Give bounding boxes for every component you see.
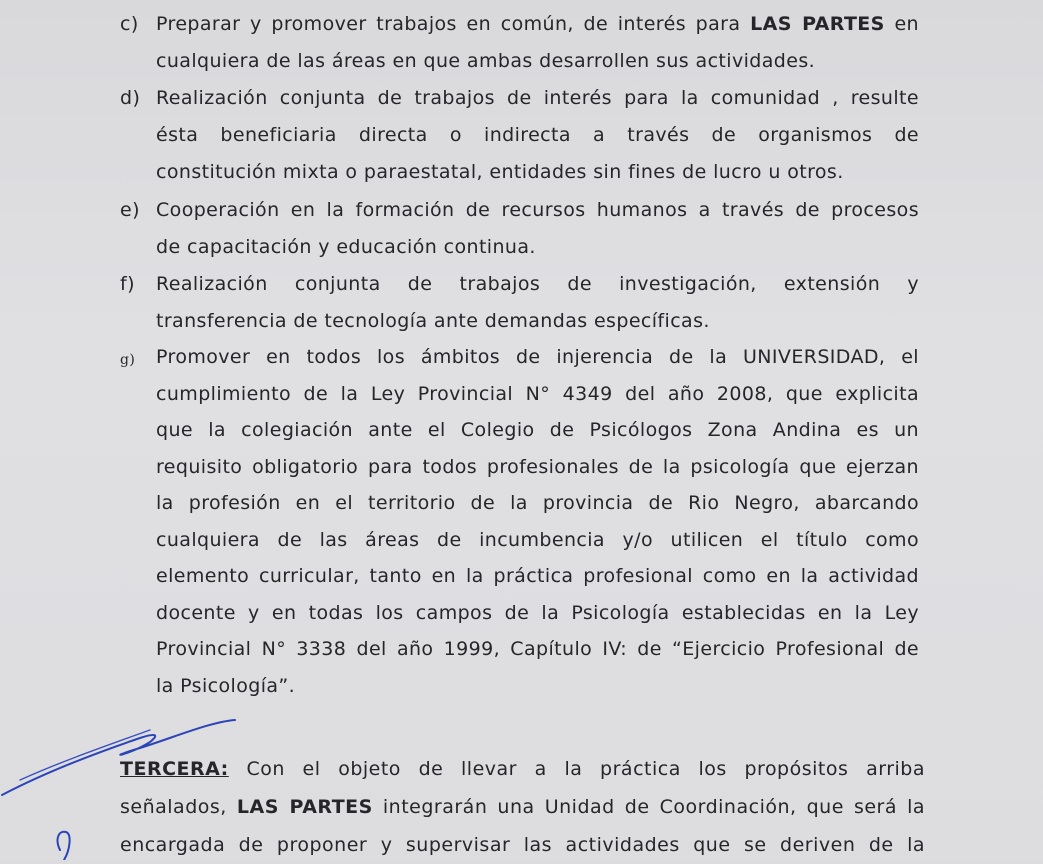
- item-marker: c): [120, 13, 139, 35]
- text-line: que la colegiación ante el Colegio de Psicólogos Zona Andina es un: [156, 419, 919, 441]
- item-marker: d): [120, 87, 141, 109]
- text-line: señalados, LAS PARTES integrarán una Unidad de Coordinación, que será la: [120, 796, 926, 818]
- text-line: Realización conjunta de trabajos de investigación, extensión y: [156, 273, 919, 295]
- clause-item-g: [120, 339, 920, 704]
- text-line: requisito obligatorio para todos profesionales de la psicología que ejerzan: [156, 455, 919, 478]
- text-line: cualquiera de las áreas en que ambas desarrollen sus actividades.: [156, 50, 816, 72]
- text-line: Promover en todos los ámbitos de injerencia de la UNIVERSIDAD, el: [156, 346, 919, 368]
- handwritten-signature: [0, 700, 320, 860]
- clause-heading: TERCERA:: [120, 758, 229, 780]
- text-line: cumplimiento de la Ley Provincial N° 4349 del año 2008, que explicita: [156, 382, 919, 405]
- text-line: cualquiera de las áreas de incumbencia y/o utilicen el título como: [156, 528, 919, 551]
- text-line: transferencia de tecnología ante demandas específicas.: [156, 310, 710, 332]
- item-marker: e): [120, 199, 140, 221]
- clause-item-e: [120, 192, 920, 266]
- text-line: de capacitación y educación continua.: [156, 236, 536, 258]
- text-line: ésta beneficiaria directa o indirecta a través de organismos de: [156, 124, 919, 146]
- clause-item-f: [120, 266, 920, 340]
- text-line: la profesión en el territorio de la provincia de Rio Negro, abarcando: [156, 492, 919, 514]
- text-line: constitución mixta o paraestatal, entidades sin fines de lucro u otros.: [156, 161, 844, 183]
- clause-item-c: [120, 6, 920, 80]
- text-line: Cooperación en la formación de recursos humanos a través de procesos: [156, 199, 919, 221]
- item-marker: g): [120, 352, 136, 368]
- text-line: docente y en todas los campos de la Psicología establecidas en la Ley: [156, 601, 919, 624]
- text-line: elemento curricular, tanto en la práctica profesional como en la actividad: [156, 565, 919, 587]
- text-line: Preparar y promover trabajos en común, de interés para LAS PARTES en: [156, 13, 919, 35]
- text-line: Provincial N° 3338 del año 1999, Capítulo IV: de “Ejercicio Profesional de: [156, 638, 919, 660]
- text-line: Realización conjunta de trabajos de interés para la comunidad , resulte: [156, 87, 919, 109]
- text-line: la Psicología”.: [156, 674, 296, 697]
- clause-item-d: [120, 80, 920, 191]
- text-line: encargada de proponer y supervisar las actividades que se deriven de la: [120, 834, 925, 856]
- item-marker: f): [120, 273, 135, 295]
- text-line: TERCERA: Con el objeto de llevar a la práctica los propósitos arriba: [120, 758, 925, 780]
